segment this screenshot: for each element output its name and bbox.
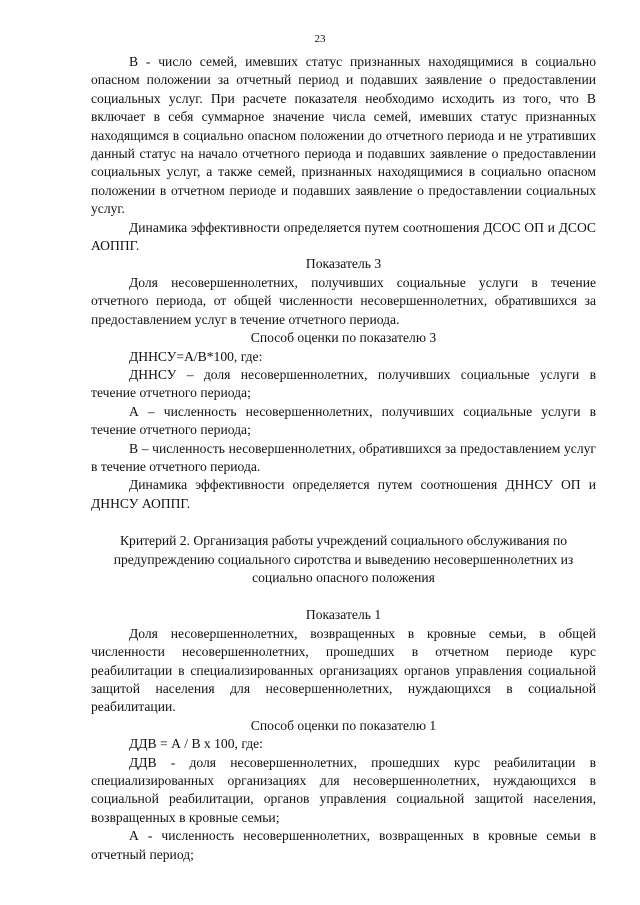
definition-ddv: ДДВ - доля несовершеннолетних, прошедших курс реабилитации в специализированных организациях для несовершеннолетних, нуждающихся в социальной реабилитации, органов управления социальной защитой населения, возвращенных в кровные семьи;: [91, 754, 596, 825]
formula-dnnsu: ДННСУ=А/В*100, где:: [129, 348, 263, 364]
definition-a-ddv: А - численность несовершеннолетних, возвращенных в кровные семьи в отчетный период;: [91, 828, 596, 862]
indicator-3-method-heading: Способ оценки по показателю 3: [250, 330, 437, 346]
definition-b-dnnsu: В – численность несовершеннолетних, обратившихся за предоставлением услуг в течение отчетного периода.: [91, 440, 596, 474]
indicator-1-method-heading: Способ оценки по показателю 1: [250, 717, 437, 733]
page-number: 23: [314, 33, 326, 45]
spacer: [91, 587, 596, 606]
page-content: [91, 53, 596, 864]
definition-a-dnnsu: А – численность несовершеннолетних, получивших социальные услуги в течение отчетного периода;: [91, 403, 596, 438]
indicator-1-heading: Показатель 1: [305, 607, 382, 623]
indicator-3-heading: Показатель 3: [305, 256, 382, 272]
formula-ddv: ДДВ = А / В х 100, где:: [129, 736, 263, 752]
indicator-1-description: Доля несовершеннолетних, возвращенных в кровные семьи, в общей численности несовершеннолетних, прошедших в отчетном периоде курс реабилитации в специализированных организациях органов управления социальной защитой населения для несовершеннолетних, нуждающихся в социальной реабилитации.: [91, 625, 596, 715]
spacer: [91, 513, 596, 532]
criterion-2-heading: Критерий 2. Организация работы учреждений социального обслуживания по предупреждению социального сиротства и выведению несовершеннолетних из социально опасного положения: [113, 533, 574, 585]
definition-dnnsu: ДННСУ – доля несовершеннолетних, получивших социальные услуги в течение отчетного периода;: [91, 366, 596, 401]
paragraph-dynamics-dnnsu: Динамика эффективности определяется путем соотношения ДННСУ ОП и ДННСУ АОППГ.: [91, 477, 596, 511]
indicator-3-description: Доля несовершеннолетних, получивших социальные услуги в течение отчетного периода, от общей численности несовершеннолетних, обратившихся за предоставлением услуг в течение отчетного периода.: [91, 274, 596, 327]
paragraph-variable-b: В - число семей, имевших статус признанных находящимися в социально опасном положении за отчетный период и подавших заявление о предоставлении социальных услуг. При расчете показателя необходимо исходить из того, что В включает в себя суммарное значение числа семей, имевших статус признанных находящимся в социально опасном положении до отчетного периода и не утративших данный статус на начало отчетного периода и подавших заявление о предоставлении социальных услуг, а также семей, признанных находящимися в социально опасном положении в отчетном периоде и подавших заявление о предоставлении социальных услуг.: [91, 54, 596, 217]
paragraph-dynamics-dsos: Динамика эффективности определяется путем соотношения ДСОС ОП и ДСОС АОППГ.: [91, 219, 596, 254]
